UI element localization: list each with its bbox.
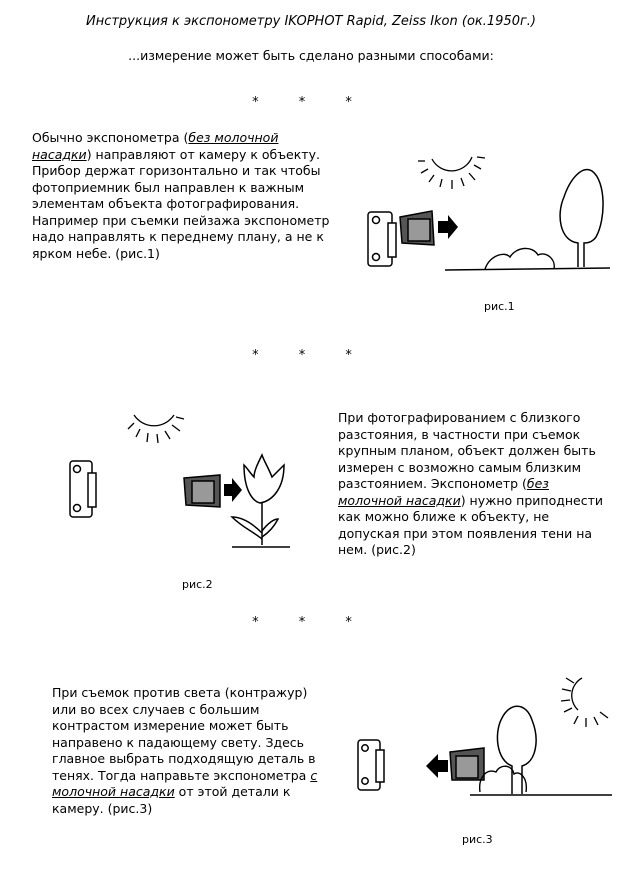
figure-3-illustration xyxy=(350,680,612,825)
figure-3-caption: рис.3 xyxy=(462,833,493,846)
section2-text-a: При фотографированием с близкого разстояния, в частности при съемок крупным планом, объект должен быть измерен с возможно самым близким разстоянием. Экспонометр ( xyxy=(338,410,596,491)
arrow-right-icon xyxy=(224,478,242,502)
sun-icon xyxy=(561,678,608,727)
section1-text-b: ) направляют от камеру к объекту. Прибор держат горизонтально и так чтобы фотоприемник был направлен к важным элементам объекта фотографирования. Например при съемки пейзажа экспонометр надо направлять к переднему плану, а не к ярком небе. (рис.1) xyxy=(32,146,330,261)
light-meter-icon xyxy=(450,748,484,780)
section1-italic-note: без молочной насадки xyxy=(32,130,279,162)
sun-icon xyxy=(418,157,485,189)
camera-icon xyxy=(358,740,384,790)
light-meter-icon xyxy=(184,475,220,507)
figure-2-illustration xyxy=(62,405,302,565)
section3-text-a: При съемок против света (контражур) или во всех случаев с большим контрастом измерение может быть направено к падающему свету. Здесь главное выбрать подходящую деталь в тенях. Тогда направьте экспонометра xyxy=(52,685,316,783)
section-separator-2: * * * xyxy=(252,348,370,363)
figure-1-illustration xyxy=(360,135,610,295)
section-separator-1: * * * xyxy=(252,95,370,110)
section3-paragraph xyxy=(52,685,328,817)
camera-icon xyxy=(70,461,96,517)
section2-italic-note: без молочной насадки xyxy=(338,476,549,508)
section3-italic-note: с молочной насадки xyxy=(52,767,318,799)
section3-text-b: от этой детали к камеру. (рис.3) xyxy=(52,784,291,816)
section1-text-a: Обычно экспонометра ( xyxy=(32,130,189,145)
ground-line xyxy=(445,268,610,270)
tulip-icon xyxy=(232,455,284,545)
section1-paragraph xyxy=(32,130,332,262)
camera-icon xyxy=(368,212,396,266)
sun-icon xyxy=(128,415,184,443)
document-title: Инструкция к экспонометру IKOPHOT Rapid, Zeiss Ikon (ок.1950г.) xyxy=(85,14,537,29)
tree-icon xyxy=(497,706,536,794)
arrow-left-icon xyxy=(426,754,448,778)
section2-text-b: ) нужно приподнести как можно ближе к объекту, не допуская при этом появления тени на нем. (рис.2) xyxy=(338,492,604,557)
section-separator-3: * * * xyxy=(252,615,370,630)
tree-icon xyxy=(560,170,603,267)
figure-1-caption: рис.1 xyxy=(484,300,515,313)
section2-paragraph xyxy=(338,410,610,559)
arrow-right-icon xyxy=(438,215,458,239)
bush-shape xyxy=(480,766,527,792)
document-subtitle: ...измерение может быть сделано разными способами: xyxy=(128,48,494,63)
figure-2-caption: рис.2 xyxy=(182,578,213,591)
bush-shape xyxy=(485,248,554,269)
light-meter-icon xyxy=(400,211,434,245)
